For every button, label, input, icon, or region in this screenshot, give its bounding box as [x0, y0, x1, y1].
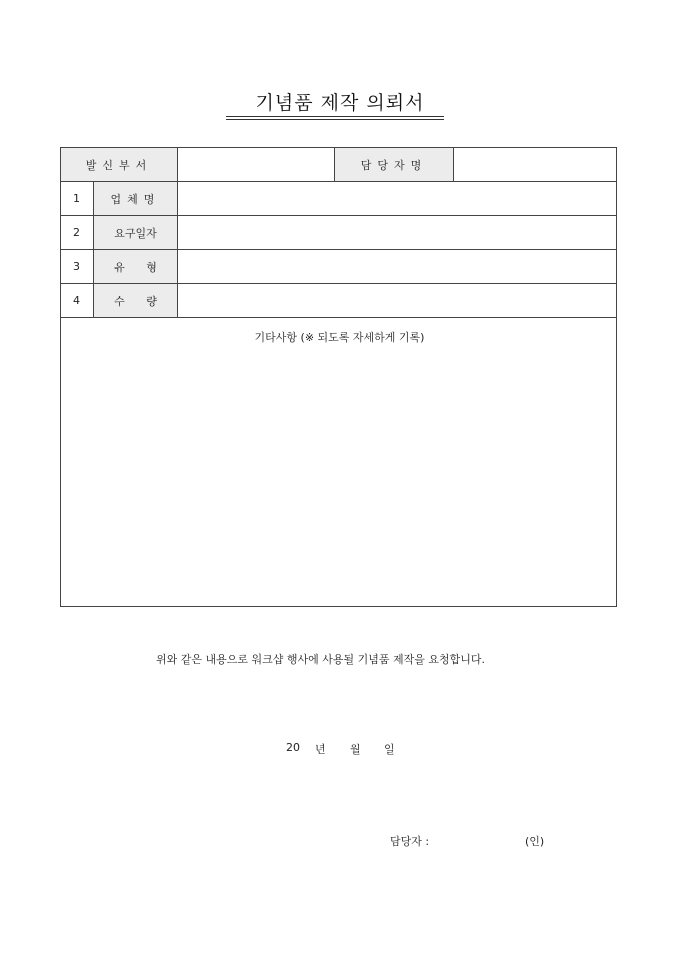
row-number: 3: [73, 260, 80, 273]
date-day-label: 일: [384, 743, 395, 756]
title-underline-bottom: [226, 119, 444, 120]
row-number: 2: [73, 226, 80, 239]
company-name-label: 업체명: [94, 182, 177, 215]
title-underline-top: [226, 116, 444, 117]
manager-name-field[interactable]: [454, 148, 616, 181]
row-number: 4: [73, 294, 80, 307]
date-year-label: 년: [315, 743, 326, 756]
sender-dept-label: 발신부서: [61, 148, 177, 181]
type-label: 유 형: [94, 250, 177, 283]
document-title: 기념품 제작 의뢰서: [255, 92, 425, 114]
grid-line: [61, 317, 616, 318]
request-statement: 위와 같은 내용으로 워크샵 행사에 사용될 기념품 제작을 요청합니다.: [156, 653, 485, 666]
remarks-label: 기타사항 (※ 되도록 자세하게 기록): [254, 331, 425, 344]
quantity-label: 수 량: [94, 284, 177, 317]
manager-name-label: 담당자명: [335, 148, 453, 181]
request-form-table: [60, 147, 617, 607]
date-year-prefix: 20: [286, 741, 300, 754]
manager-signature-label: 담당자 :: [390, 835, 430, 848]
requested-date-label: 요구일자: [94, 216, 177, 249]
remarks-field[interactable]: [61, 348, 616, 606]
type-field[interactable]: [178, 250, 616, 283]
company-name-field[interactable]: [178, 182, 616, 215]
requested-date-field[interactable]: [178, 216, 616, 249]
quantity-field[interactable]: [178, 284, 616, 317]
row-number: 1: [73, 192, 80, 205]
seal-mark: (인): [525, 835, 545, 848]
date-month-label: 월: [350, 743, 361, 756]
sender-dept-field[interactable]: [178, 148, 334, 181]
